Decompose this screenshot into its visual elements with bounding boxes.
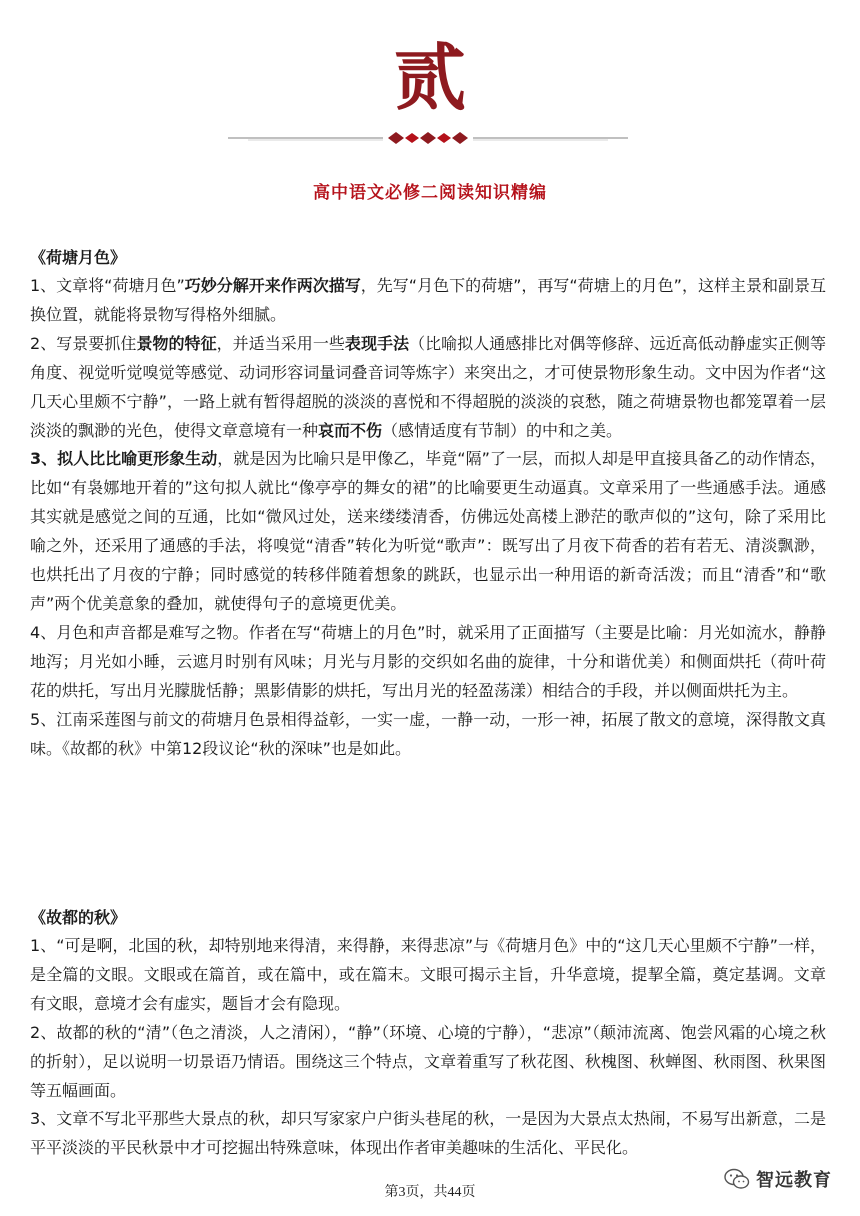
text-run: ，就是因为比喻只是甲像乙，毕竟“隔”了一层，而拟人却是甲直接具备乙的动作情态，比如“有袅娜地开着的”这句拟人就比“像亭亭的舞女的裙”的比喻要更生动逼真。文章采用了一些通感手法。通感其实就是感觉之间的互通，比如“微风过处，送来缕缕清香，仿佛远处高楼上渺茫的歌声似的”这句，除了采用比喻之外，还采用了通感的手法，将嗅觉“清香”转化为听觉“歌声”：既写出了月夜下荷香的若有若无、清淡飘渺，也烘托出了月夜的宁静；同时感觉的转移伴随着想象的跳跃，也显示出一种用语的新奇活泼；而且“清香”和“歌声”两个优美意象的叠加，就使得句子的意境更优美。 — [30, 449, 826, 613]
section-title: 《故都的秋》 — [30, 908, 127, 927]
bold-run: 景物的特征 — [136, 333, 217, 353]
watermark — [722, 1164, 838, 1194]
section-body — [30, 932, 826, 1163]
watermark-text: 智远教育 — [756, 1170, 832, 1191]
paragraph — [30, 445, 826, 618]
bold-run: 巧妙分解开来作两次描写 — [184, 276, 361, 295]
section-gudu-deqiu — [30, 904, 826, 1163]
paragraph — [30, 330, 826, 446]
text-run: （比喻拟人通感排比对偶等修辞、远近高低动静虚实正侧等角度、视觉听觉嗅觉等感觉、动词形容词量词叠音词等炼字）来突出之，才可使景物形象生动。文中因为作者“这几天心里颇不宁静”，一路上就有暂得超脱的淡淡的喜悦和不得超脱的淡淡的哀愁，随之荷塘景物也都笼罩着一层淡淡的飘渺的光色，使得文章意境有一种 — [30, 333, 826, 440]
paragraph — [30, 619, 826, 706]
text-run: 4、月色和声音都是难写之物。作者在写“荷塘上的月色”时，就采用了正面描写（主要是比喻：月光如流水，静静地泻；月光如小睡，云遮月时别有风味；月光与月影的交织如名曲的旋律，十分和谐优美）和侧面烘托（荷叶荷花的烘托，写出月光朦胧恬静；黑影倩影的烘托，写出月光的轻盈荡漾）相结合的手段，并以侧面烘托为主。 — [30, 622, 826, 700]
paragraph — [30, 272, 826, 330]
text-run: 1、“可是啊，北国的秋，却特别地来得清，来得静，来得悲凉”与《荷塘月色》中的“这几天心里颇不宁静”一样，是全篇的文眼。文眼或在篇首，或在篇中，或在篇末。文眼可揭示主旨，升华意境，提挈全篇，奠定基调。文章有文眼，意境才会有虚实，题旨才会有隐现。 — [30, 936, 826, 1013]
document-title: 高中语文必修二阅读知识精编 — [313, 183, 547, 203]
text-run: （感情适度有节制）的中和之美。 — [382, 420, 623, 440]
bold-run: 表现手法 — [344, 333, 410, 353]
paragraph — [30, 706, 826, 764]
text-run: 1、文章将“荷塘月色” — [30, 276, 185, 295]
chapter-glyph: 贰 — [393, 35, 466, 120]
paragraph — [30, 1019, 826, 1106]
text-run: 3、文章不写北平那些大景点的秋，却只写家家户户街头巷尾的秋，一是因为大景点太热闹，不易写出新意，二是平平淡淡的平民秋景中才可挖掘出特殊意味，体现出作者审美趣味的生活化、平民化。 — [30, 1109, 826, 1158]
text-run: 5、江南采莲图与前文的荷塘月色景相得益彰，一实一虚，一静一动，一形一神，拓展了散文的意境，深得散文真味。《故都的秋》中第12段议论“秋的深味”也是如此。 — [30, 709, 826, 758]
section-body — [30, 272, 826, 763]
section-hetang-yuese — [30, 244, 826, 763]
bold-run: 哀而不伤 — [318, 420, 383, 440]
paragraph — [30, 932, 826, 1019]
section-title: 《荷塘月色》 — [30, 248, 127, 267]
ornament-divider — [228, 130, 628, 146]
text-run: ，先写“月色下的荷塘”，再写“荷塘上的月色”，这样主景和副景互换位置，就能将景物写得格外细腻。 — [30, 276, 826, 324]
wechat-icon — [724, 1168, 750, 1190]
page-number: 第3页，共44页 — [384, 1185, 476, 1200]
paragraph — [30, 1105, 826, 1163]
text-run: 2、故都的秋的“清”（色之清淡，人之清闲），“静”（环境、心境的宁静），“悲凉”（颠沛流离、饱尝风霜的心境之秋的折射），足以说明一切景语乃情语。围绕这三个特点，文章着重写了秋花图、秋槐图、秋蝉图、秋雨图、秋果图等五幅画面。 — [30, 1022, 826, 1100]
text-run: ，并适当采用一些 — [216, 333, 345, 353]
bold-run: 3、拟人比比喻更形象生动 — [30, 449, 218, 469]
text-run: 2、写景要抓住 — [30, 333, 137, 353]
